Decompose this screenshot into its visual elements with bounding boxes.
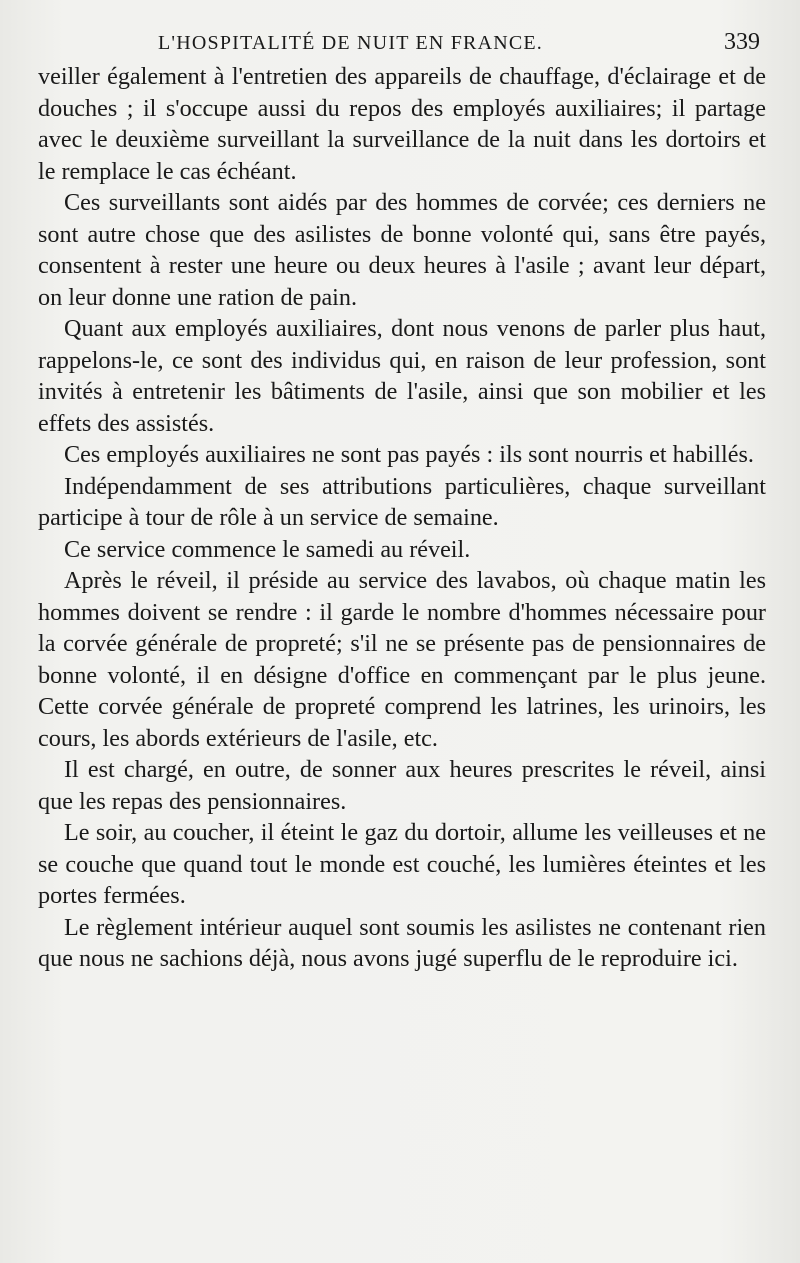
paragraph-continued: veiller également à l'entretien des appareils de chauffage, d'éclairage et de douches ; il s'occupe aussi du repos des employés auxiliaires; il partage avec le deuxième surveillant la surveillance de la nuit dans les dortoirs et le remplace le cas échéant. — [38, 63, 766, 185]
page-number: 339 — [724, 29, 760, 55]
paragraph: Quant aux employés auxiliaires, dont nous venons de parler plus haut, rappelons-le, ce sont des individus qui, en raison de leur profession, sont invités à entretenir les bâtiments de l'asile, ainsi que son mobilier et les effets des assistés. — [38, 315, 766, 437]
running-title: L'HOSPITALITÉ DE NUIT EN FRANCE. — [158, 32, 544, 54]
paragraph: Le règlement intérieur auquel sont soumis les asilistes ne contenant rien que nous ne sachions déjà, nous avons jugé superflu de le reproduire ici. — [38, 913, 766, 972]
paragraph: Le soir, au coucher, il éteint le gaz du dortoir, allume les veilleuses et ne se couche que quand tout le monde est couché, les lumières éteintes et les portes fermées. — [38, 819, 766, 909]
running-header — [38, 28, 766, 62]
paragraph: Après le réveil, il préside au service des lavabos, où chaque matin les hommes doivent se rendre : il garde le nombre d'hommes nécessaire pour la corvée générale de propreté; s'il ne se présente pas de pensionnaires de bonne volonté, il en désigne d'office en commençant par le plus jeune. Cette corvée générale de propreté comprend les latrines, les urinoirs, les cours, les abords extérieurs de l'asile, etc. — [38, 567, 766, 752]
paragraph: Il est chargé, en outre, de sonner aux heures prescrites le réveil, ainsi que les repas des pensionnaires. — [38, 756, 766, 815]
paragraph: Ces surveillants sont aidés par des hommes de corvée; ces derniers ne sont autre chose que des asilistes de bonne volonté qui, sans être payés, consentent à rester une heure ou deux heures à l'asile ; avant leur départ, on leur donne une ration de pain. — [38, 189, 766, 311]
paragraph: Indépendamment de ses attributions particulières, chaque surveillant participe à tour de rôle à un service de semaine. — [38, 472, 766, 531]
body-text — [38, 61, 766, 975]
paragraph: Ces employés auxiliaires ne sont pas payés : ils sont nourris et habillés. — [64, 441, 754, 468]
paragraph: Ce service commence le samedi au réveil. — [64, 535, 471, 563]
